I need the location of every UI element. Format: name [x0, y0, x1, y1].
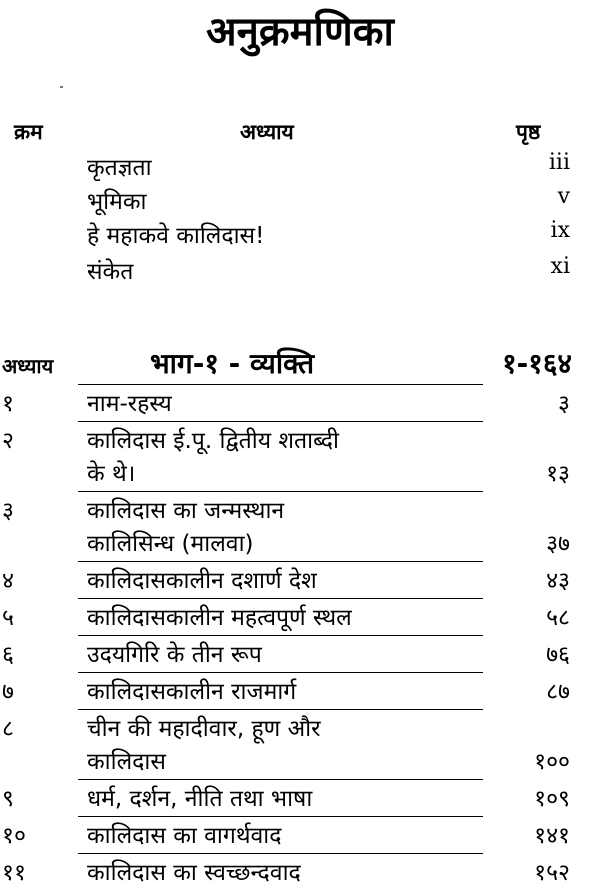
entry-page: xi [550, 254, 570, 279]
chapter-title: कालिदासकालीन महत्वपूर्ण स्थल [87, 605, 352, 631]
row-separator [78, 672, 483, 673]
chapter-number: ४ [2, 568, 14, 594]
chapter-page: ४३ [546, 568, 570, 594]
chapter-title: कालिदास का जन्मस्थान [87, 498, 285, 524]
chapter-title: कालिदास का वागर्थवाद [87, 823, 282, 849]
chapter-number: ९ [2, 786, 14, 812]
chapter-page: १३ [546, 461, 570, 487]
entry-page: v [557, 184, 570, 209]
front-matter-item [0, 218, 600, 250]
chapter-title: के थे। [87, 461, 136, 487]
chapter-page: ७६ [546, 642, 570, 668]
chapter-number: १० [2, 823, 26, 849]
row-separator [78, 561, 483, 562]
chapter-title: कालिदासकालीन राजमार्ग [87, 679, 297, 705]
row-separator [78, 779, 483, 780]
chapter-title: धर्म, दर्शन, नीति तथा भाषा [87, 786, 313, 812]
part-heading [0, 344, 600, 384]
chapter-title: कालिदासकालीन दशार्ण देश [87, 568, 317, 594]
chapter-title: कालिसिन्ध (मालवा) [87, 531, 254, 557]
row-separator [78, 853, 483, 854]
page-title: अनुक्रमणिका [206, 9, 394, 55]
front-matter-item [0, 184, 600, 216]
chapter-page: १४१ [534, 823, 570, 849]
chapter-row [0, 493, 600, 525]
chapter-row [0, 744, 600, 776]
chapter-number: ८ [2, 716, 14, 742]
front-matter-item [0, 254, 600, 286]
chapter-number: ११ [2, 860, 26, 886]
row-separator [78, 421, 483, 422]
chapter-number: ७ [2, 679, 14, 705]
chapter-row [0, 456, 600, 488]
chapter-row [0, 637, 600, 669]
column-header-number: क्रम [14, 120, 43, 144]
chapter-title: कालिदास का स्वच्छन्दवाद [87, 860, 301, 886]
chapter-row [0, 781, 600, 813]
chapter-row [0, 674, 600, 706]
chapter-number: १ [2, 391, 14, 417]
chapter-row [0, 386, 600, 418]
chapter-number: ३ [2, 498, 14, 524]
chapter-row [0, 423, 600, 455]
chapter-row [0, 711, 600, 743]
chapter-page: ८७ [546, 679, 570, 705]
row-separator [78, 635, 483, 636]
entry-page: ix [550, 218, 570, 243]
chapter-number: २ [2, 428, 14, 454]
chapter-title: कालिदास ई.पू. द्वितीय शताब्दी [87, 428, 339, 454]
chapter-title: नाम-रहस्य [87, 391, 172, 417]
chapter-number: ६ [2, 642, 14, 668]
chapter-title: चीन की महादीवार, हूण और [87, 716, 321, 742]
entry-title: संकेत [87, 259, 134, 285]
chapter-row [0, 855, 600, 887]
part-page-range: १-१६४ [502, 347, 572, 380]
entry-page: iii [548, 150, 570, 175]
chapter-page: १०० [534, 749, 570, 775]
part-column-label: अध्याय [2, 354, 54, 378]
chapter-page: ३ [558, 391, 570, 417]
column-header-page: पृष्ठ [516, 120, 541, 144]
entry-title: कृतज्ञता [87, 155, 152, 181]
chapter-row [0, 563, 600, 595]
row-separator [78, 384, 483, 385]
chapter-title: उदयगिरि के तीन रूप [87, 642, 262, 668]
stray-mark [60, 86, 63, 88]
chapter-row [0, 526, 600, 558]
entry-title: भूमिका [87, 189, 147, 215]
chapter-page: ३७ [546, 531, 570, 557]
entry-title: हे महाकवे कालिदास! [87, 223, 265, 249]
row-separator [78, 598, 483, 599]
front-matter-item [0, 150, 600, 182]
chapter-row [0, 600, 600, 632]
row-separator [78, 709, 483, 710]
chapter-number: ५ [2, 605, 14, 631]
chapter-page: १५२ [534, 860, 570, 886]
row-separator [78, 491, 483, 492]
row-separator [78, 816, 483, 817]
chapter-row [0, 818, 600, 850]
chapter-page: ५८ [546, 605, 570, 631]
chapter-title: कालिदास [87, 749, 166, 775]
column-header-chapter: अध्याय [240, 120, 294, 144]
part-title: भाग-१ - व्यक्ति [150, 347, 315, 380]
chapter-page: १०९ [534, 786, 570, 812]
